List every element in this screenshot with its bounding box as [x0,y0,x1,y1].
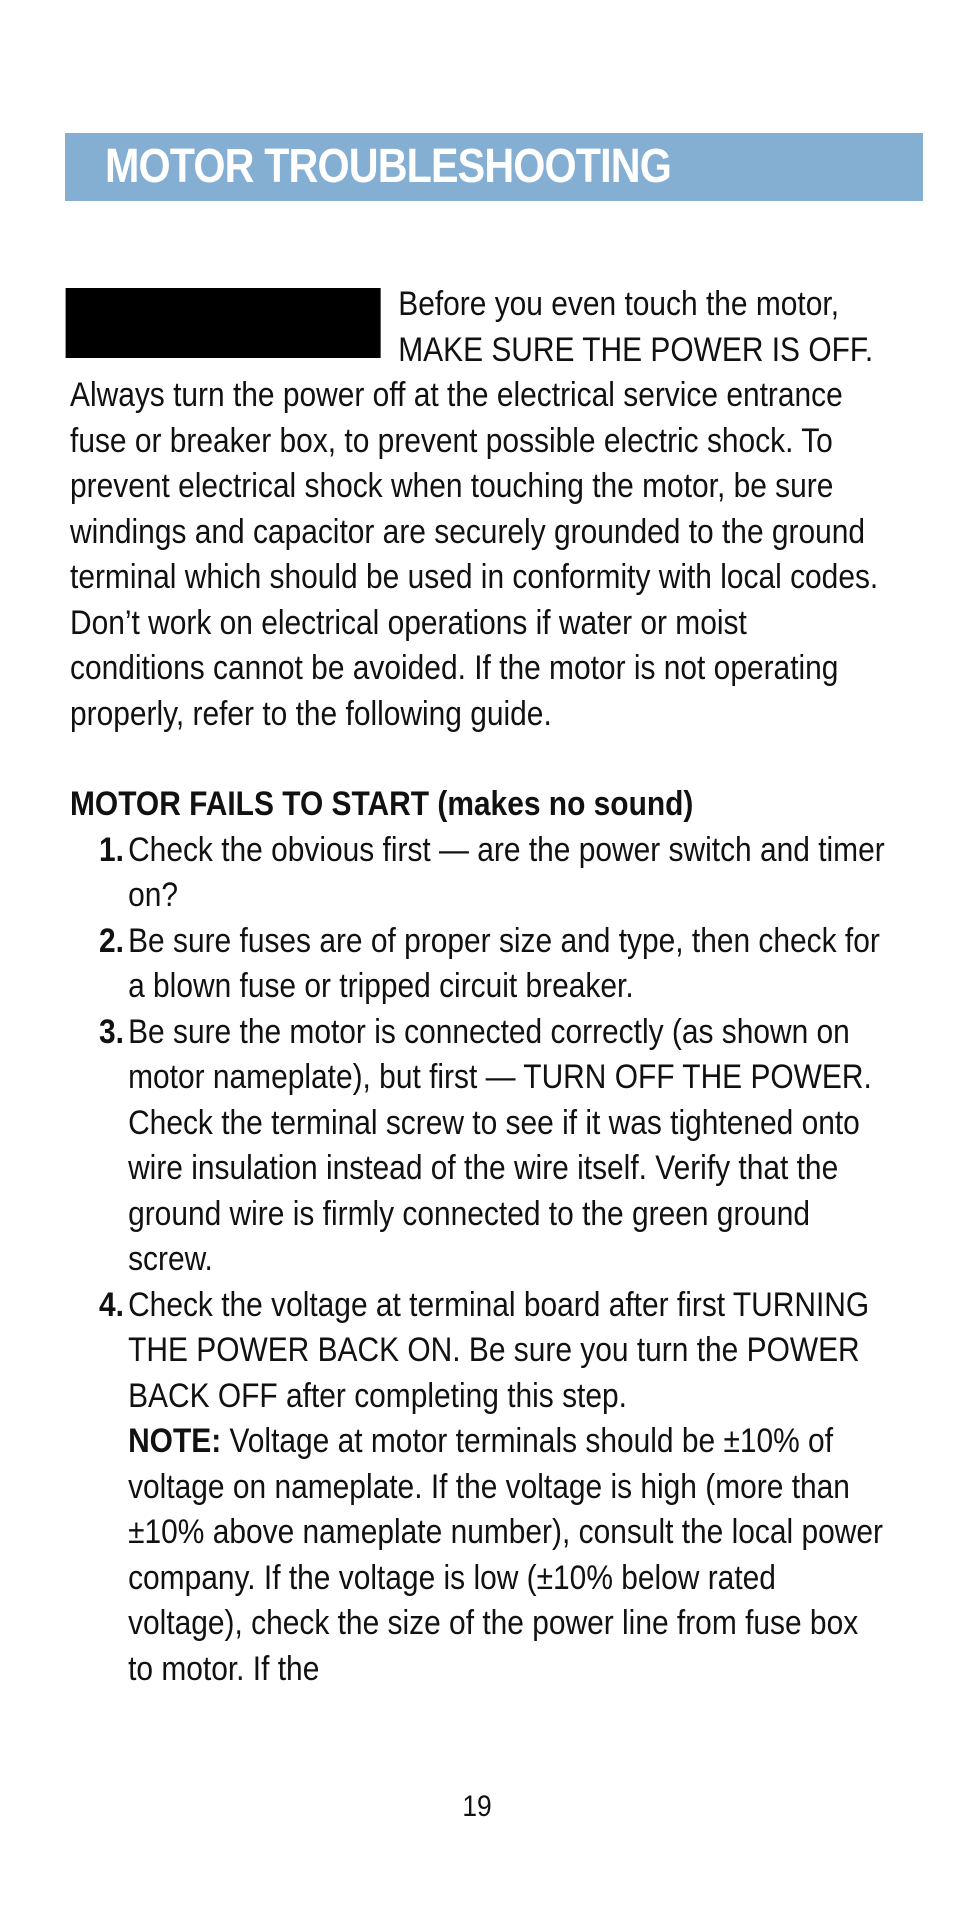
step-number: 4. [99,1285,124,1324]
step-text: Be sure the motor is connected correctly (as shown on motor nameplate), but first — TURN OFF THE POWER. Check the terminal screw to see if it was tightened onto wire insulation instead of the wire itself. Verify that the ground wire is firmly connected to the green ground screw. [128,1012,872,1278]
step-number: 3. [99,1012,124,1051]
redaction-box [66,288,381,358]
page-number: 19 [462,1790,492,1823]
troubleshooting-steps [70,828,890,1693]
step-number: 2. [99,921,124,960]
intro-paragraph: Before you even touch the motor, MAKE SURE THE POWER IS OFF. Always turn the power off at the electrical service entrance fuse or breaker box, to prevent possible electric shock. To prevent electrical shock when touching the motor, be sure windings and capacitor are securely grounded to the ground terminal which should be used in conformity with local codes. Don’t work on electrical operations if water or moist conditions cannot be avoided. If the motor is not operating properly, refer to the following guide. [70,285,879,733]
list-item [70,1010,890,1283]
note-label: NOTE: [128,1422,222,1460]
step-text: Check the voltage at terminal board after first TURNING THE POWER BACK ON. Be sure you turn the POWER BACK OFF after completing this step. [128,1285,870,1415]
text-column [70,282,890,1692]
step-number: 1. [99,830,124,869]
page-title: MOTOR TROUBLESHOOTING [105,140,671,193]
note-text: Voltage at motor terminals should be ±10% of voltage on nameplate. If the voltage is high (more than ±10% above nameplate number), consult the local power company. If the voltage is low (±10% below rated voltage), check the size of the power line from fuse box to motor. If the [128,1422,883,1688]
list-item [70,828,890,919]
section-header-band [65,133,923,201]
section-heading: MOTOR FAILS TO START (makes no sound) [70,785,694,823]
list-item [70,919,890,1010]
document-body [70,282,890,1692]
step-text: Check the obvious first — are the power switch and timer on? [128,830,885,914]
list-item [70,1283,890,1693]
step-text: Be sure fuses are of proper size and type, then check for a blown fuse or tripped circuit breaker. [128,921,880,1005]
